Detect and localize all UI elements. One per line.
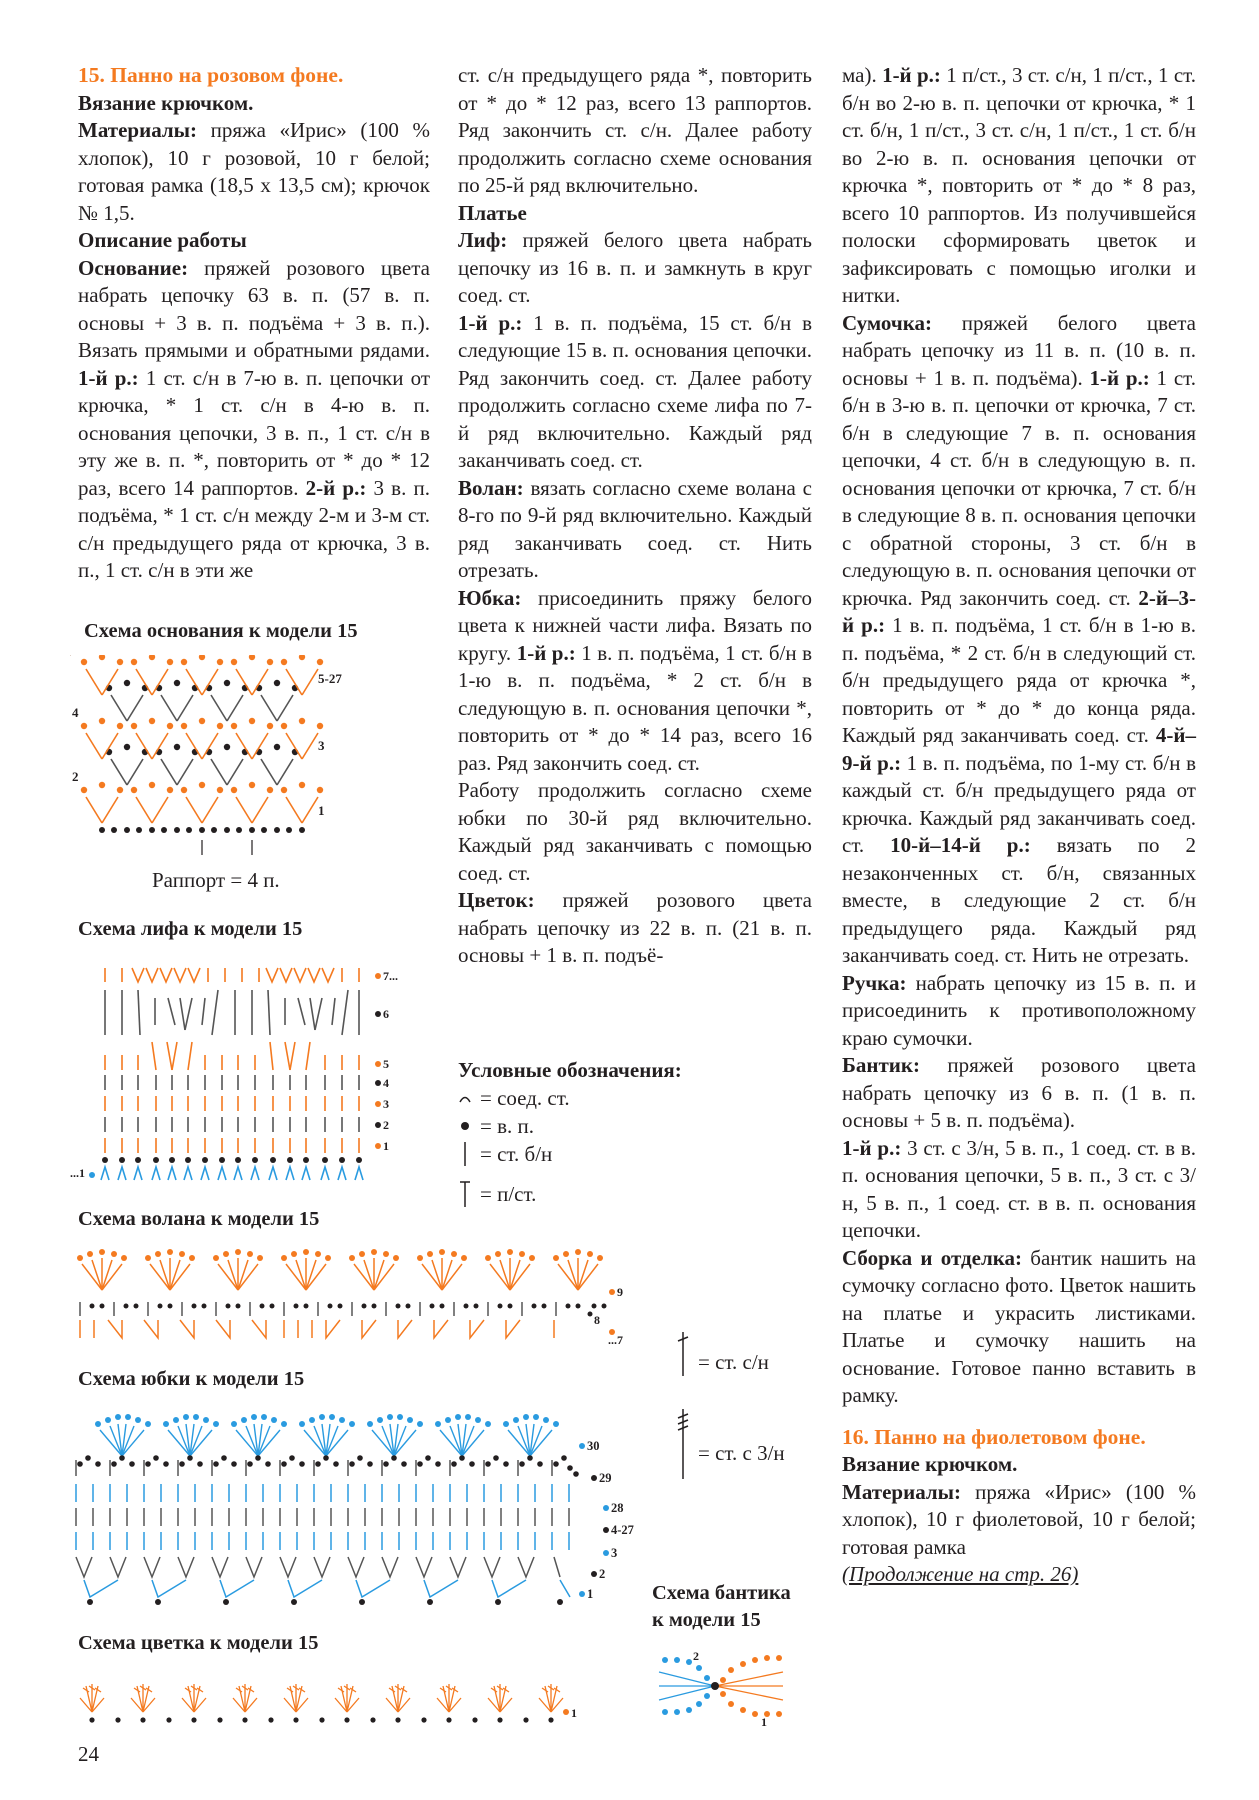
svg-text:3: 3 xyxy=(611,1546,618,1560)
svg-text:4-27: 4-27 xyxy=(611,1523,634,1537)
base-diagram-title: Схема основания к модели 15 xyxy=(84,620,358,642)
materials16-paragraph: Материалы: пряжа «Ирис» (100 % хлопок), 10 г фиолетовой, 10 г белой; готовая рамка xyxy=(842,1479,1196,1559)
svg-text:4: 4 xyxy=(72,705,79,720)
svg-text:1: 1 xyxy=(571,1706,577,1720)
legend-item-slip-stitch: = соед. ст. xyxy=(458,1084,682,1112)
svg-text:3: 3 xyxy=(383,1097,389,1111)
single-crochet-icon xyxy=(458,1141,472,1167)
page-number: 24 xyxy=(78,1742,99,1766)
svg-text:2: 2 xyxy=(72,769,79,784)
flounce-diagram xyxy=(74,1248,634,1348)
svg-text:2: 2 xyxy=(383,1118,389,1132)
slip-stitch-icon xyxy=(458,1093,472,1103)
svg-text:4: 4 xyxy=(383,1076,389,1090)
skirt-diagram xyxy=(74,1412,634,1612)
svg-text:1: 1 xyxy=(761,1715,767,1728)
column-1 xyxy=(78,62,430,585)
flounce-diagram-title: Схема волана к модели 15 xyxy=(78,1208,320,1230)
continued-link[interactable]: (Продолжение на стр. 26) xyxy=(842,1562,1079,1586)
double-crochet-icon xyxy=(676,1331,690,1377)
bodice-diagram-title: Схема лифа к модели 15 xyxy=(78,918,303,940)
bag-paragraph: Сумочка: пряжей белого цвета набрать цепочку из 11 в. п. (10 в. п. основы + 1 в. п. подъёма). 1-й р.: 1 ст. б/н в 3-ю в. п. цепочки от крючка, 7 ст. б/н в следующие 7 в. п. основания цепочки, 4 ст. б/н в следующую в. п. основания цепочки от крючка, 7 ст. б/н в следующие 8 в. п. основания цепочки с обратной стороны, 3 ст. б/н в следующую в. п. основания цепочки от крючка. Ряд закончить соед. ст. 2-й–3-й р.: 1 в. п. подъёма, 1 ст. б/н в 1-ю в. п. подъёма, * 2 ст. б/н в следующий ст. б/н предыдущего ряда от крючка *, повторить от * до * до конца ряда. Каждый ряд заканчивать соед. ст. 4-й–9-й р.: 1 в. п. подъёма, по 1-му ст. б/н в каждый ст. б/н предыдущего ряда от крючка. Каждый ряд заканчивать соед. ст. 10-й–14-й р.: вязать по 2 незаконченных ст. б/н, связанных вместе, в следующие 2 ст. б/н предыдущего ряда. Каждый ряд заканчивать соед. ст. Нить не отрезать. xyxy=(842,310,1197,967)
subtitle: Вязание крючком. xyxy=(78,90,254,115)
flower-row1-paragraph: ма). 1-й р.: 1 п/ст., 3 ст. с/н, 1 п/ст., 1 ст. б/н во 2-ю в. п. цепочки от крючка, * 1 ст. б/н, 1 п/ст., 3 ст. с/н, 1 п/ст., 1 ст. б/н во 2-ю в. п. основания цепочки от крючка *, повторить от * до * 8 раз, всего 10 раппортов. Из получившейся полоски сформировать цветок и зафиксировать с помощью иголки и нитки. xyxy=(842,63,1197,307)
flower-diagram xyxy=(74,1680,594,1730)
legend-extra xyxy=(676,1330,785,1480)
bow-diagram-title: Схема бантика к модели 15 xyxy=(652,1582,791,1631)
section-title-15: 15. Панно на розовом фоне. xyxy=(78,63,344,87)
materials-paragraph: Материалы: пряжа «Ирис» (100 % хлопок), 10 г розовой, 10 г белой; готовая рамка (18,5 х 13,5 см); крючок № 1,5. xyxy=(78,118,430,225)
svg-text:1: 1 xyxy=(318,803,325,818)
svg-text:...7: ...7 xyxy=(608,1333,623,1347)
flower-paragraph: Цветок: пряжей розового цвета набрать цепочку из 22 в. п. (21 в. п. основы + 1 в. п. подъё- xyxy=(458,888,812,967)
handle-paragraph: Ручка: набрать цепочку из 15 в. п. и присоединить к противоположному краю сумочки. xyxy=(842,970,1196,1050)
triple-crochet-icon xyxy=(676,1408,690,1480)
half-double-crochet-icon xyxy=(458,1180,472,1208)
svg-text:29: 29 xyxy=(599,1471,612,1485)
legend-item-half-double: = п/ст. xyxy=(458,1180,682,1208)
svg-text:5: 5 xyxy=(383,1057,389,1071)
assembly-paragraph: Сборка и отделка: бантик нашить на сумочку согласно фото. Цветок нашить на платье и украсить листиками. Платье и сумочку нашить на основание. Готовое панно вставить в рамку. xyxy=(842,1245,1196,1407)
bodice-paragraph: Лиф: пряжей белого цвета набрать цепочку из 16 в. п. и замкнуть в круг соед. ст. xyxy=(458,228,812,307)
svg-text:28: 28 xyxy=(611,1501,624,1515)
section-title-16: 16. Панно на фиолетовом фоне. xyxy=(842,1424,1146,1449)
chain-dot-icon xyxy=(458,1119,472,1133)
skirt-paragraph: Юбка: присоединить пряжу белого цвета к нижней части лифа. Вязать по кругу. 1-й р.: 1 в. п. подъёма, 1 ст. б/н в 1-ю в. п. подъёма, * 2 ст. б/н в следующую в. п. основания цепочки *, повторить от * до * 14 раз, всего 16 раз. Ряд закончить соед. ст. xyxy=(458,585,813,775)
bow-row1-paragraph: 1-й р.: 3 ст. с 3/н, 5 в. п., 1 соед. ст. в в. п. основания цепочки, 5 в. п., 3 ст. с 3/н, 5 в. п., 1 соед. ст. в в. п. основания цепочки. xyxy=(842,1135,1196,1242)
column-3 xyxy=(842,62,1196,1589)
column-2 xyxy=(458,62,812,970)
svg-text:8: 8 xyxy=(594,1313,600,1327)
flounce-paragraph: Волан: вязать согласно схеме волана с 8-го по 9-й ряд включительно. Каждый ряд заканчивать соед. ст. Нить отрезать. xyxy=(458,475,812,582)
svg-text:1: 1 xyxy=(383,1139,389,1153)
svg-text:30: 30 xyxy=(587,1439,600,1453)
bow-diagram xyxy=(655,1648,805,1728)
continuation-text: ст. с/н предыдущего ряда *, повторить от * до * 12 раз, всего 13 раппортов. Ряд закончить ст. с/н. Далее работу продолжить согласно схеме основания по 25-й ряд включительно. xyxy=(458,63,812,197)
legend-item-chain: = в. п. xyxy=(458,1112,682,1140)
bodice-diagram xyxy=(70,960,410,1185)
rapport-label: Раппорт = 4 п. xyxy=(152,868,280,892)
svg-text:2: 2 xyxy=(693,1649,699,1663)
legend-item-double-crochet: = ст. с/н xyxy=(676,1330,785,1378)
svg-text:5-27: 5-27 xyxy=(318,671,342,686)
skirt-continue-paragraph: Работу продолжить согласно схеме юбки по 30-й ряд включительно. Каждый ряд заканчивать с помощью соед. ст. xyxy=(458,778,812,885)
base-diagram xyxy=(70,655,370,865)
legend-heading: Условные обозначения: xyxy=(458,1058,682,1082)
skirt-diagram-title: Схема юбки к модели 15 xyxy=(78,1368,305,1390)
legend xyxy=(458,1056,682,1208)
svg-text:6: 6 xyxy=(383,1007,389,1021)
svg-text:1: 1 xyxy=(587,1587,594,1601)
flower-diagram-title: Схема цветка к модели 15 xyxy=(78,1632,319,1654)
svg-text:...1: ...1 xyxy=(70,1166,85,1180)
svg-text:9: 9 xyxy=(617,1285,623,1299)
legend-item-single-crochet: = ст. б/н xyxy=(458,1140,682,1168)
legend-item-triple-crochet: = ст. с 3/н xyxy=(676,1408,785,1480)
base-paragraph: Основание: пряжей розового цвета набрать цепочку 63 в. п. (57 в. п. основы + 3 в. п. подъёма + 3 в. п.). Вязать прямыми и обратными рядами. 1-й р.: 1 ст. с/н в 7-ю в. п. цепочки от крючка, * 1 ст. с/н в 4-ю в. п. основания цепочки, 3 в. п., 1 ст. с/н в эту же в. п. *, повторить от * до * 12 раз, всего 14 раппортов. 2-й р.: 3 в. п. подъёма, * 1 ст. с/н между 2-м и 3-м ст. с/н предыдущего ряда от крючка, 3 в. п., 1 ст. с/н в эти же xyxy=(78,255,430,582)
dress-heading: Платье xyxy=(458,200,527,225)
description-heading: Описание работы xyxy=(78,228,247,252)
subtitle-16: Вязание крючком. xyxy=(842,1452,1018,1476)
svg-text:2: 2 xyxy=(599,1567,606,1581)
svg-text:7...: 7... xyxy=(383,969,398,983)
svg-text:3: 3 xyxy=(318,738,325,753)
bodice-row1-paragraph: 1-й р.: 1 в. п. подъёма, 15 ст. б/н в следующие 15 в. п. основания цепочки. Ряд закончить соед. ст. Далее работу продолжить согласно схеме лифа по 7-й ряд включительно. Каждый ряд заканчивать соед. ст. xyxy=(458,310,813,472)
bow-paragraph: Бантик: пряжей розового цвета набрать цепочку из 6 в. п. (1 в. п. основы + 5 в. п. подъёма). xyxy=(842,1053,1196,1132)
